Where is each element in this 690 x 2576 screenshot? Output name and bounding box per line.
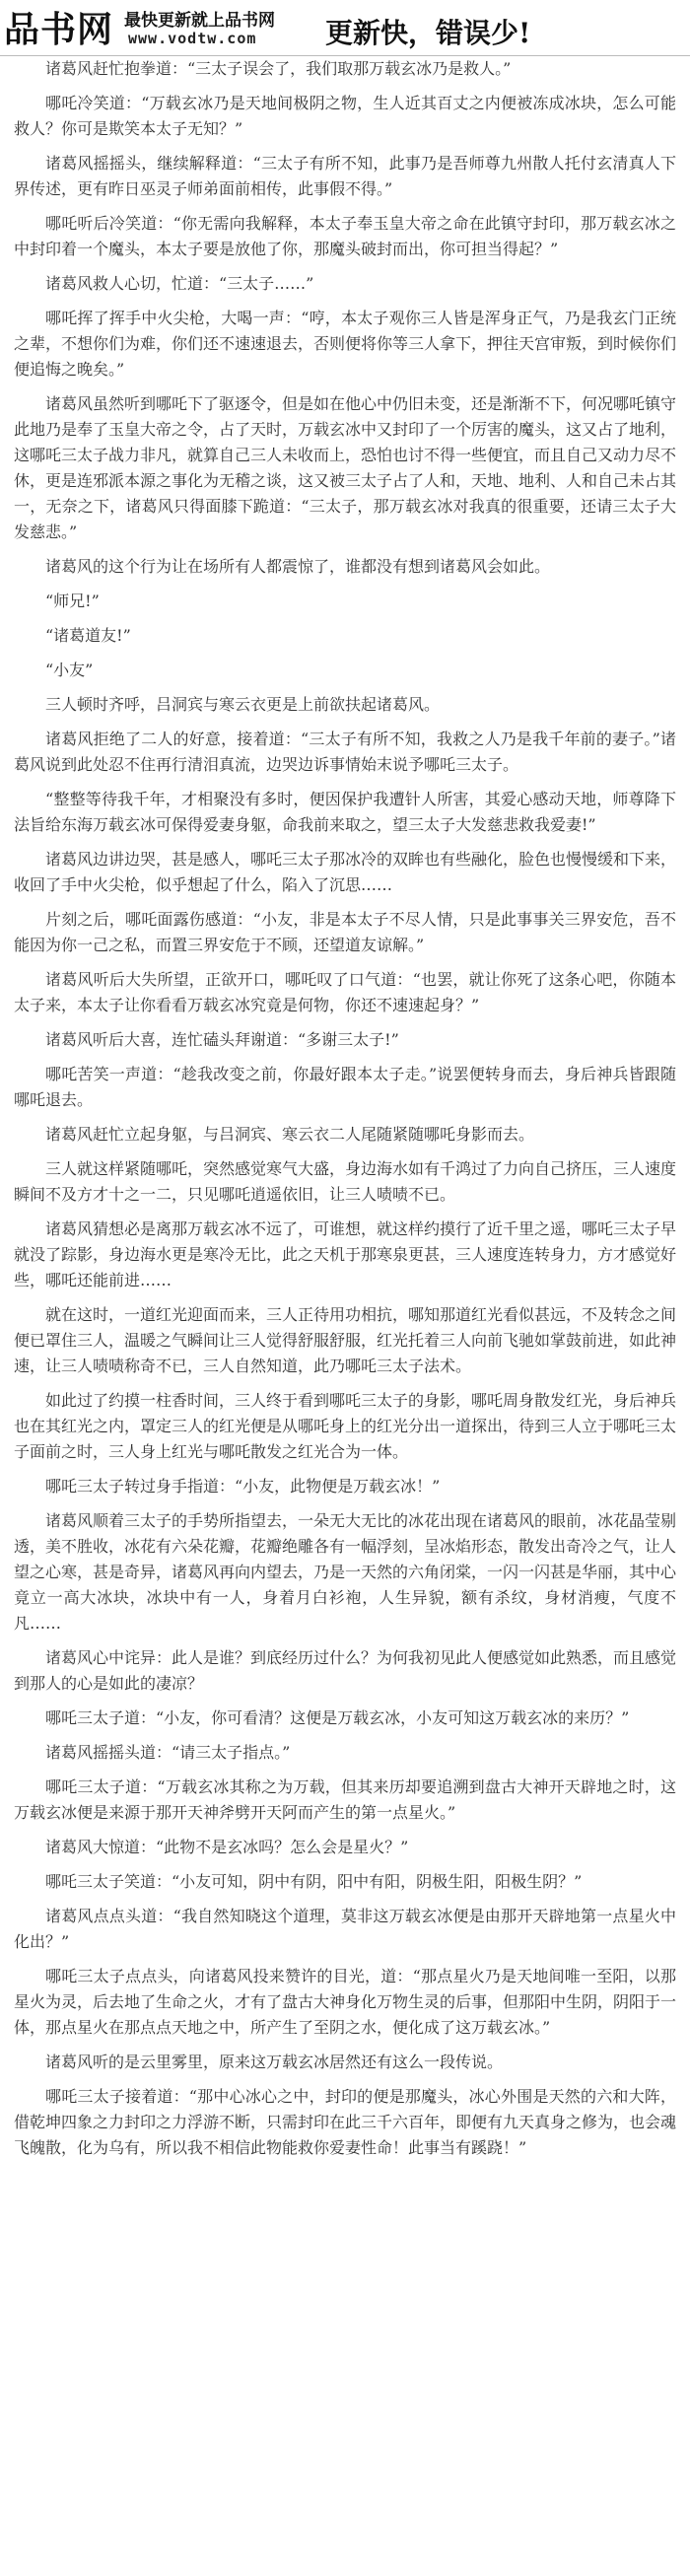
chapter-paragraph: 诸葛风听后大失所望，正欲开口，哪吒叹了口气道：“也罢，就让你死了这条心吧，你随本太子来，本太子让你看看万载玄冰究竟是何物，你还不速速起身？” bbox=[14, 970, 676, 1014]
chapter-paragraph: 哪吒三太子笑道：“小友可知，阴中有阴，阳中有阳，阴极生阳，阳极生阴？” bbox=[45, 1872, 583, 1891]
chapter-paragraph: 哪吒听后冷笑道：“你无需向我解释，本太子奉玉皇大帝之命在此镇守封印，那万载玄冰之中封印着一个魔头，本太子要是放他了你，那魔头破封而出，你可担当得起？” bbox=[14, 214, 676, 258]
chapter-paragraph: 如此过了约摸一柱香时间，三人终于看到哪吒三太子的身影，哪吒周身散发红光，身后神兵也在其红光之内，罩定三人的红光便是从哪吒身上的红光分出一道探出，待到三人立于哪吒三太子面前之时，三人身上红光与哪吒散发之红光合为一体。 bbox=[14, 1391, 677, 1461]
chapter-paragraph: “师兄!” bbox=[45, 592, 100, 610]
chapter-paragraph: “诸葛道友!” bbox=[45, 626, 131, 645]
chapter-paragraph: 就在这时，一道红光迎面而来，三人正待用功相抗，哪知那道红光看似甚远，不及转念之间便已罩住三人，温暖之气瞬间让三人觉得舒服舒服，红光托着三人向前飞驰如掌鼓前进，如此神速，让三人啧啧称奇不已，三人自然知道，此乃哪吒三太子法术。 bbox=[14, 1305, 677, 1375]
chapter-paragraph: 哪吒挥了挥手中火尖枪，大喝一声：“哼，本太子观你三人皆是浑身正气，乃是我玄门正统之辈，不想你们为难，你们还不速速退去，否则便将你等三人拿下，押往天宫审叛，到时候你们便追悔之晚矣。” bbox=[14, 309, 677, 379]
chapter-paragraph: 诸葛风顺着三太子的手势所指望去，一朵无大无比的冰花出现在诸葛风的眼前，冰花晶莹剔透，美不胜收，冰花有六朵花瓣，花瓣绝雕各有一幅浮刻，呈冰焰形态，散发出奇冷之气，让人望之心寒，甚是奇异，诸葛风再向内望去，乃是一天然的六角闭棠，一闪一闪甚是华丽，其中心竟立一高大冰块，冰块中有一人，身着月白衫袍，人生异貌，额有杀纹，身材消瘦，气度不凡…… bbox=[14, 1511, 677, 1633]
chapter-paragraph: 哪吒三太子点点头，向诸葛风投来赞许的目光，道：“那点星火乃是天地间唯一至阳，以那星火为灵，后去地了生命之火，才有了盘古大神身化万物生灵的后事，但那阳中生阴，阴阳于一体，那点星火在那点点天地之中，所产生了至阴之水，便化成了这万载玄冰。” bbox=[14, 1967, 677, 2037]
site-tagline: 最快更新就上品书网 bbox=[124, 11, 275, 31]
chapter-paragraph: “整整等待我千年，才相聚没有多时，便因保护我遭针人所害，其爱心感动天地，师尊降下法旨给东海万载玄冰可保得爱妻身躯，命我前来取之，望三太子大发慈悲救我爱妻!” bbox=[14, 790, 676, 834]
chapter-paragraph: 三人就这样紧随哪吒，突然感觉寒气大盛，身边海水如有千鸿过了力向自己挤压，三人速度瞬间不及方才十之一二，只见哪吒逍遥依旧，让三人啧啧不已。 bbox=[14, 1159, 677, 1204]
chapter-paragraph: 诸葛风猜想必是离那万载玄冰不远了，可谁想，就这样约摸行了近千里之遥，哪吒三太子早就没了踪影，身边海水更是寒冷无比，此之天机于那寒泉更甚，三人速度连转身力，方才感觉好些，哪吒还能前进…… bbox=[14, 1219, 677, 1289]
site-slogan: 更新快，错误少! bbox=[325, 17, 531, 49]
chapter-paragraph: 哪吒三太子转过身手指道：“小友，此物便是万载玄冰！” bbox=[45, 1477, 441, 1496]
chapter-paragraph: 诸葛风听后大喜，连忙磕头拜谢道：“多谢三太子!” bbox=[45, 1030, 399, 1049]
chapter-paragraph: 诸葛风大惊道：“此物不是玄冰吗？怎么会是星火？” bbox=[45, 1838, 409, 1856]
chapter-paragraph: 诸葛风救人心切，忙道：“三太子……” bbox=[45, 274, 314, 293]
chapter-paragraph: 哪吒苦笑一声道：“趁我改变之前，你最好跟本太子走。”说罢便转身而去，身后神兵皆跟随哪吒退去。 bbox=[14, 1065, 676, 1109]
chapter-paragraph: 哪吒三太子接着道：“那中心冰心之中，封印的便是那魔头，冰心外围是天然的六和大阵，借乾坤四象之力封印之力浮游不断，只需封印在此三千六百年，即便有九天真身之修为，也会魂飞魄散，化为乌有，所以我不相信此物能救你爱妻性命！此事当有蹊跷！” bbox=[14, 2087, 677, 2157]
chapter-content bbox=[0, 56, 690, 2161]
site-url[interactable]: www.vodtw.com bbox=[128, 30, 257, 47]
chapter-paragraph: 三人顿时齐呼，吕洞宾与寒云衣更是上前欲扶起诸葛风。 bbox=[45, 695, 441, 714]
chapter-paragraph: 哪吒三太子道：“万载玄冰其称之为万载，但其来历却要追溯到盘古大神开天辟地之时，这万载玄冰便是来源于那开天神斧劈开天阿而产生的第一点星火。” bbox=[14, 1777, 676, 1822]
chapter-paragraph: 片刻之后，哪吒面露伤感道：“小友，非是本太子不尽人情，只是此事事关三界安危，吾不能因为你一己之私，而置三界安危于不顾，还望道友谅解。” bbox=[14, 910, 676, 954]
chapter-paragraph: 诸葛风边讲边哭，甚是感人，哪吒三太子那冰冷的双眸也有些融化，脸色也慢慢缓和下来，收回了手中火尖枪，似乎想起了什么，陷入了沉思…… bbox=[14, 850, 677, 894]
chapter-paragraph: 诸葛风拒绝了二人的好意，接着道：“三太子有所不知，我救之人乃是我千年前的妻子。”诸葛风说到此处忍不住再行清泪真流，边哭边诉事情始末说予哪吒三太子。 bbox=[14, 730, 676, 774]
chapter-paragraph: 诸葛风听的是云里雾里，原来这万载玄冰居然还有这么一段传说。 bbox=[45, 2053, 504, 2071]
chapter-paragraph: 诸葛风摇摇头，继续解释道：“三太子有所不知，此事乃是吾师尊九州散人托付玄清真人下界传述，更有昨日巫灵子师弟面前相传，此事假不得。” bbox=[14, 154, 676, 198]
chapter-paragraph: 哪吒冷笑道：“万载玄冰乃是天地间极阴之物，生人近其百丈之内便被冻成冰块，怎么可能救人？你可是欺笑本太子无知？” bbox=[14, 94, 676, 138]
chapter-paragraph: 哪吒三太子道：“小友，你可看清？这便是万载玄冰，小友可知这万载玄冰的来历？” bbox=[45, 1708, 630, 1727]
chapter-paragraph: 诸葛风虽然听到哪吒下了驱逐令，但是如在他心中仍旧未变，还是渐渐不下，何况哪吒镇守此地乃是奉了玉皇大帝之令，占了天时，万载玄冰中又封印了一个厉害的魔头，这又占了地利，这哪吒三太子战力非凡，就算自己三人未收而上，恐怕也讨不得一些便宜，而且自己又动力尽不休，更是连邪派本源之事化为无稽之谈，这又被三太子占了人和，天地、地利、人和自己未占其一，无奈之下，诸葛风只得面膝下跪道：“三太子，那万载玄冰对我真的很重要，还请三太子大发慈悲。” bbox=[14, 394, 677, 541]
chapter-paragraph: 诸葛风心中诧异：此人是谁？到底经历过什么？为何我初见此人便感觉如此熟悉，而且感觉到那人的心是如此的凄凉？ bbox=[14, 1648, 677, 1693]
site-header bbox=[0, 0, 690, 56]
chapter-paragraph: 诸葛风赶忙立起身躯，与吕洞宾、寒云衣二人尾随紧随哪吒身影而去。 bbox=[45, 1125, 535, 1144]
chapter-paragraph: 诸葛风点点头道：“我自然知晓这个道理，莫非这万载玄冰便是由那开天辟地第一点星火中化出？” bbox=[14, 1907, 676, 1951]
chapter-paragraph: 诸葛风的这个行为让在场所有人都震惊了，谁都没有想到诸葛风会如此。 bbox=[45, 557, 551, 576]
site-logo[interactable]: 品书网 bbox=[4, 9, 114, 50]
chapter-paragraph: 诸葛风摇摇头道：“请三太子指点。” bbox=[45, 1743, 291, 1762]
chapter-paragraph: “小友” bbox=[45, 661, 94, 679]
chapter-paragraph: 诸葛风赶忙抱拳道：“三太子误会了，我们取那万载玄冰乃是救人。” bbox=[45, 59, 512, 78]
